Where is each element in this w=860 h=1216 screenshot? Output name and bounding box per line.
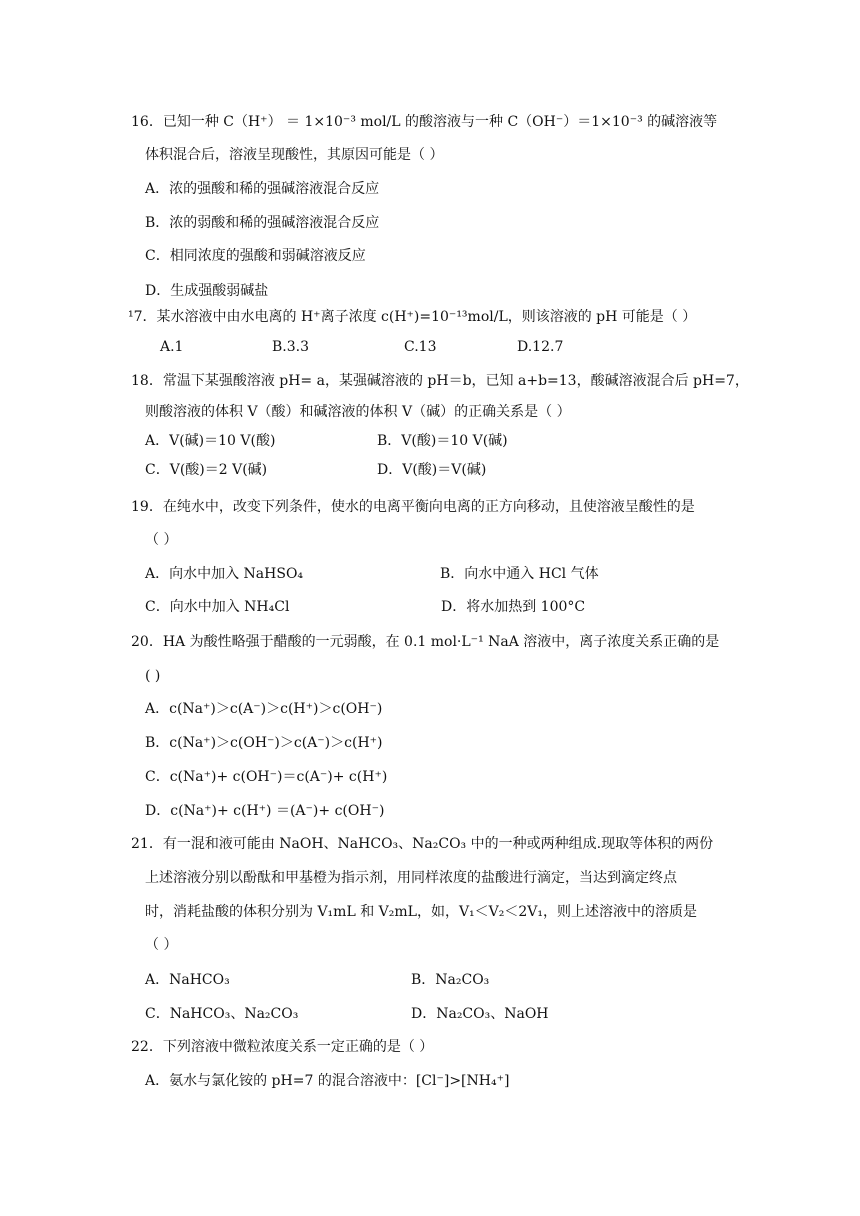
q21-option-c: C．NaHCO₃、Na₂CO₃	[145, 1006, 299, 1022]
q19-option-d: D．将水加热到 100°C	[441, 599, 586, 615]
q17-option-a: A.1	[160, 339, 184, 355]
q16-option-b: B．浓的弱酸和稀的强碱溶液混合反应	[145, 215, 380, 231]
q16-option-c: C．相同浓度的强酸和弱碱溶液反应	[145, 248, 366, 264]
q16-option-a: A．浓的强酸和稀的强碱溶液混合反应	[145, 181, 380, 197]
q22-stem: 22．下列溶液中微粒浓度关系一定正确的是（ ）	[131, 1039, 434, 1055]
q18-stem-line2: 则酸溶液的体积 V（酸）和碱溶液的体积 V（碱）的正确关系是（ ）	[145, 404, 571, 420]
q19-option-a: A．向水中加入 NaHSO₄	[145, 566, 304, 582]
q17-stem: ¹7．某水溶液中由水电离的 H⁺离子浓度 c(H⁺)=10⁻¹³mol/L，则该溶液的 pH 可能是（ ）	[128, 309, 697, 325]
q19-option-c: C．向水中加入 NH₄Cl	[145, 599, 290, 615]
q20-stem-line2: ( )	[145, 668, 161, 684]
q21-stem-line4: （ ）	[145, 937, 178, 953]
q20-option-d: D．c(Na⁺)+ c(H⁺) ＝(A⁻)+ c(OH⁻)	[145, 803, 385, 819]
q20-option-a: A．c(Na⁺)＞c(A⁻)＞c(H⁺)＞c(OH⁻)	[145, 701, 383, 717]
q17-option-d: D.12.7	[517, 339, 564, 355]
q16-stem-line1: 16．已知一种 C（H⁺） ＝ 1×10⁻³ mol/L 的酸溶液与一种 C（OH⁻）＝1×10⁻³ 的碱溶液等	[131, 114, 718, 130]
q18-option-d: D．V(酸)＝V(碱)	[377, 462, 487, 478]
q21-stem-line1: 21．有一混和液可能由 NaOH、NaHCO₃、Na₂CO₃ 中的一种或两种组成.现取等体积的两份	[131, 836, 714, 852]
q16-stem-line2: 体积混合后，溶液呈现酸性，其原因可能是（ ）	[145, 147, 444, 163]
q19-stem-line1: 19．在纯水中，改变下列条件，使水的电离平衡向电离的正方向移动，且使溶液呈酸性的是	[131, 499, 695, 515]
q19-option-b: B．向水中通入 HCl 气体	[440, 566, 599, 582]
q21-stem-line2: 上述溶液分别以酚酞和甲基橙为指示剂，用同样浓度的盐酸进行滴定，当达到滴定终点	[145, 870, 677, 886]
q18-option-c: C．V(酸)＝2 V(碱)	[145, 462, 268, 478]
q20-option-b: B．c(Na⁺)＞c(OH⁻)＞c(A⁻)＞c(H⁺)	[145, 735, 383, 751]
q21-option-d: D．Na₂CO₃、NaOH	[411, 1006, 549, 1022]
q21-stem-line3: 时，消耗盐酸的体积分别为 V₁mL 和 V₂mL，如，V₁＜V₂＜2V₁，则上述溶液中的溶质是	[145, 904, 698, 920]
q17-option-c: C.13	[404, 339, 437, 355]
q22-option-a: A．氨水与氯化铵的 pH=7 的混合溶液中：[Cl⁻]>[NH₄⁺]	[145, 1073, 510, 1089]
q20-option-c: C．c(Na⁺)+ c(OH⁻)＝c(A⁻)+ c(H⁺)	[145, 769, 388, 785]
q18-stem-line1: 18．常温下某强酸溶液 pH= a，某强碱溶液的 pH＝b，已知 a+b=13，酸碱溶液混合后 pH=7，	[131, 373, 749, 389]
q17-option-b: B.3.3	[272, 339, 310, 355]
q21-option-b: B．Na₂CO₃	[411, 972, 490, 988]
q21-option-a: A．NaHCO₃	[145, 972, 230, 988]
q20-stem-line1: 20．HA 为酸性略强于醋酸的一元弱酸，在 0.1 mol·L⁻¹ NaA 溶液中，离子浓度关系正确的是	[131, 634, 720, 650]
q16-option-d: D．生成强酸弱碱盐	[145, 283, 269, 299]
q18-option-a: A．V(碱)＝10 V(酸)	[145, 433, 276, 449]
q19-stem-line2: （ ）	[145, 532, 178, 548]
q18-option-b: B．V(酸)＝10 V(碱)	[377, 433, 508, 449]
